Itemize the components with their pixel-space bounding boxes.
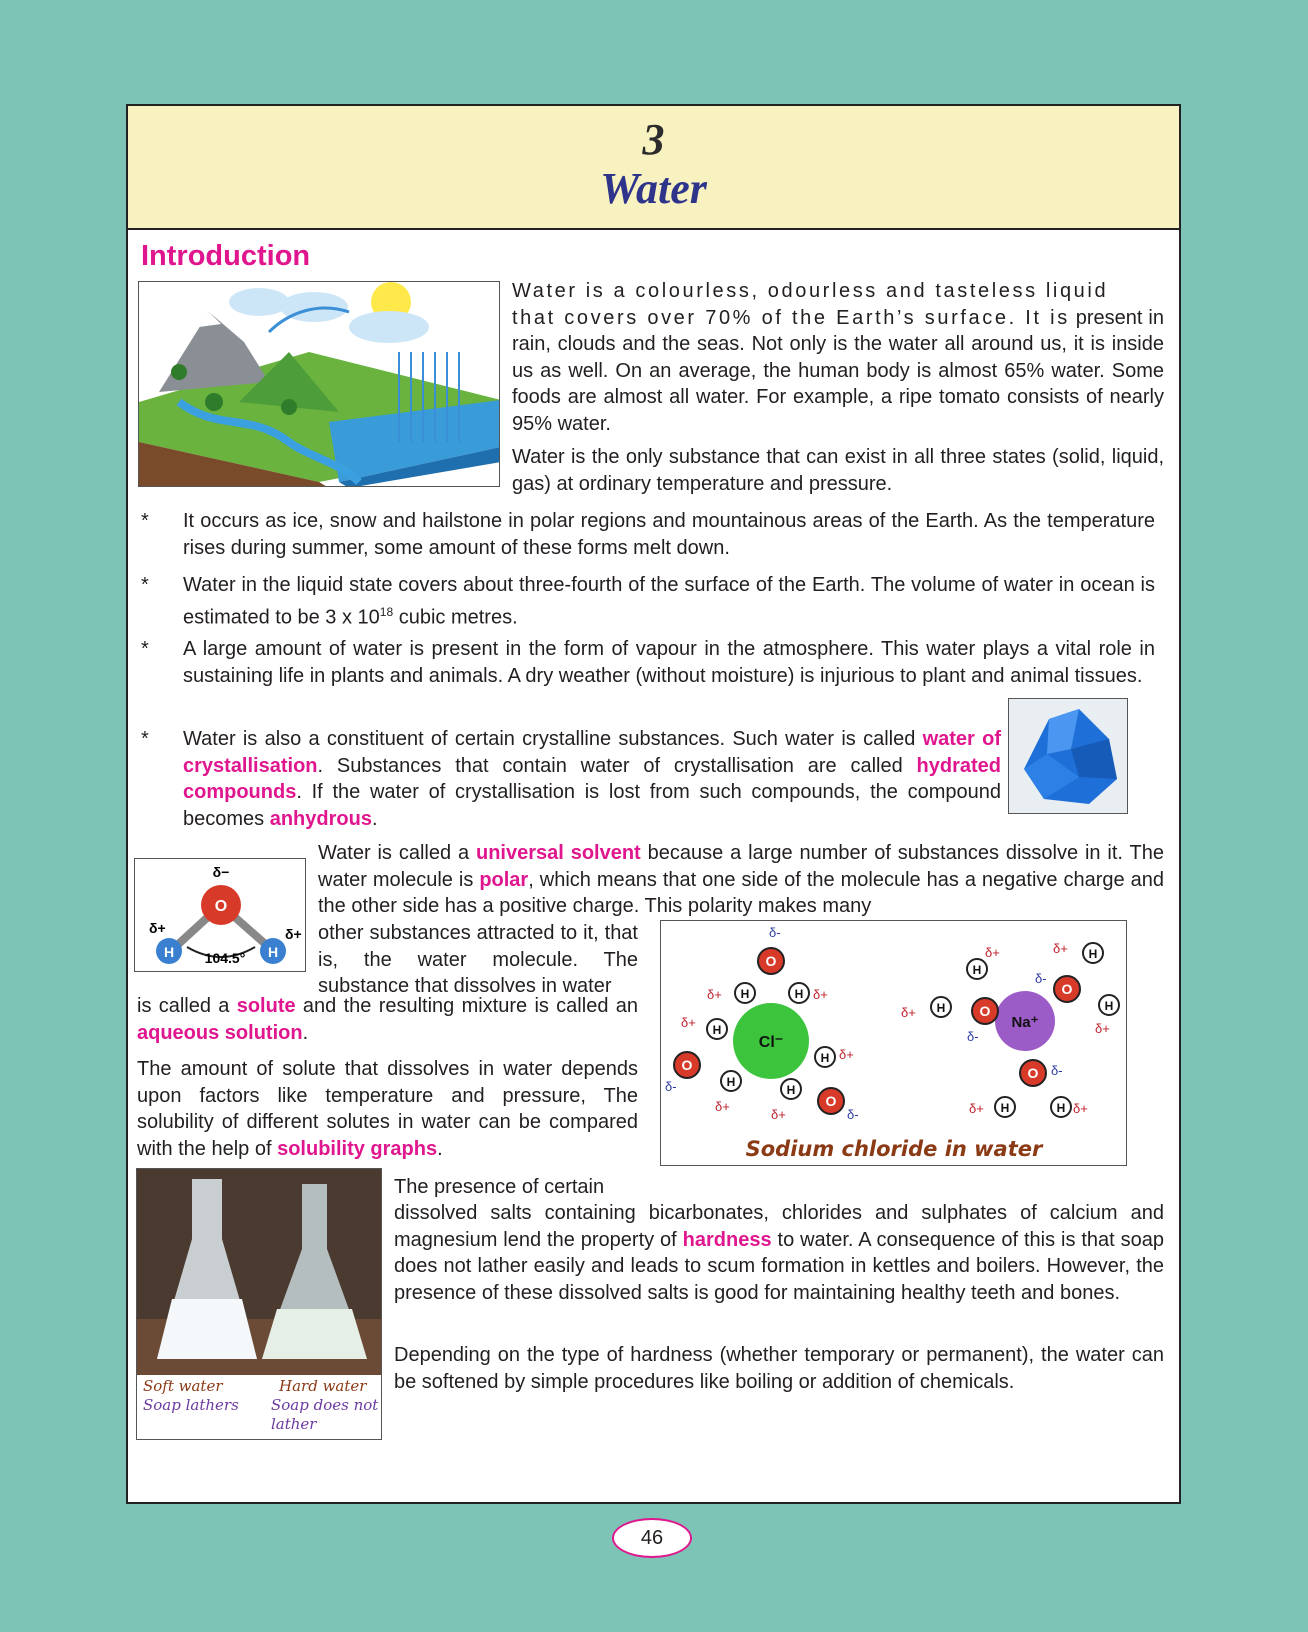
crystal-figure [1008,698,1128,814]
delta-minus-label: δ− [212,864,230,880]
nacl-caption: Sodium chloride in water [745,1137,1043,1161]
hydrogen-label: H [740,987,750,1001]
intro-paragraph-1: Water is a colourless, odourless and tasteless liquid that covers over 70% of the Earth’s surface. It is present in rain, clouds and the seas. Not only is the water all around us, it is inside us as well. On an average, the human body is almost 65% water. Some foods are almost all water. For example, a ripe tomato consists of nearly 95% water. [512,280,1164,435]
hydrogen-label: H [786,1083,796,1097]
hydrogen-label: H [936,1001,946,1015]
delta-plus-label: δ+ [813,987,828,1002]
oxygen-label: O [765,953,777,969]
hydrogen-label: H [1056,1101,1066,1115]
delta-plus-label: δ+ [969,1101,984,1116]
delta-plus-label: δ+ [985,945,1000,960]
solvent-paragraph-bottom: is called a solute and the resulting mixture is called an aqueous solution. [137,995,638,1044]
delta-plus-label: δ+ [715,1099,730,1114]
delta-plus-label: δ+ [149,920,166,936]
hydrogen-label: H [794,987,804,1001]
sodium-ion-label: Na⁺ [1011,1014,1039,1031]
water-cycle-illustration [139,282,500,487]
solubility-paragraph: The amount of solute that dissolves in water depends upon factors like temperature and pressure, The solubility of different solutes in water can be compared with the help of solubility graphs. [137,1058,638,1160]
hydrogen-label: H [267,944,279,960]
delta-minus-label: δ- [1051,1063,1063,1078]
page-number: 46 [612,1518,692,1558]
delta-minus-label: δ- [665,1079,677,1094]
bullet-vapour: A large amount of water is present in the form of vapour in the atmosphere. This water plays a vital role in sustaining life in plants and animals. A dry weather (without moisture) is injurious to plant and animal tissues. [183,638,1155,687]
copper-sulphate-crystal [1009,699,1128,814]
hydrogen-label: H [820,1051,830,1065]
hard-water-caption: Hard water Soap does not lather [271,1377,379,1433]
water-molecule-diagram [135,859,306,972]
hardness-lead: The presence of certain [394,1176,605,1198]
chapter-title: Water [600,164,707,213]
bullet-marker: * [141,510,149,532]
bullet-crystallisation: Water is also a constituent of certain crystalline substances. Such water is called water of crystallisation. Substances that contain water of crystallisation are called hydrated compounds. If the water of crystallisation is lost from such compounds, the compound becomes anhydrous. [183,728,1001,830]
hard-soft-water-photo [137,1169,382,1375]
bullet-marker: * [141,638,149,660]
delta-plus-label: δ+ [771,1107,786,1122]
delta-minus-label: δ- [967,1029,979,1044]
sodium-chloride-figure [660,920,1127,1166]
water-cycle-figure [138,281,500,487]
intro-paragraph-2: Water is the only substance that can exist in all three states (solid, liquid, gas) at ordinary temperature and pressure. [512,446,1164,495]
section-heading: Introduction [141,240,311,272]
water-molecule-figure [134,858,306,972]
chloride-ion-label: Cl⁻ [758,1034,784,1051]
bullet-liquid: Water in the liquid state covers about three-fourth of the surface of the Earth. The volume of water in ocean is estimated to be 3 x $10^{18}$ cubic metres. [183,574,1155,629]
bond-angle-label: 104.5° [204,950,246,966]
hydrogen-label: H [1000,1101,1010,1115]
oxygen-label: O [1061,981,1073,997]
hydrogen-label: H [1088,947,1098,961]
softening-paragraph: Depending on the type of hardness (whether temporary or permanent), the water can be softened by simple procedures like boiling or addition of chemicals. [394,1344,1164,1393]
delta-plus-label: δ+ [1095,1021,1110,1036]
chapter-number: 3 [642,115,665,164]
soft-water-caption: Soft water Soap lathers [143,1377,239,1414]
delta-plus-label: δ+ [1073,1101,1088,1116]
delta-plus-label: δ+ [1053,941,1068,956]
delta-plus-label: δ+ [839,1047,854,1062]
hardness-paragraph: dissolved salts containing bicarbonates, chlorides and sulphates of calcium and magnesium lend the property of hardness to water. A consequence of this is that soap does not lather easily and leads to scum formation in kettles and boilers. However, the presence of these dissolved salts is good for maintaining healthy teeth and bones. [394,1202,1165,1304]
flask-figure [136,1168,382,1440]
solvent-paragraph-mid: other substances attracted to it, that is, the water molecule. The substance that dissolves in water [318,922,638,997]
chapter-banner [128,106,1179,230]
oxygen-label: O [681,1057,693,1073]
solvent-paragraph-top: Water is called a universal solvent because a large number of substances dissolve in it. The water molecule is polar, which means that one side of the molecule has a negative charge and the other side has a positive charge. This polarity makes many [318,842,1165,917]
sodium-chloride-diagram [661,921,1127,1166]
hydrogen-label: H [972,963,982,977]
delta-minus-label: δ- [847,1107,859,1122]
delta-plus-label: δ+ [681,1015,696,1030]
oxygen-label: O [214,898,228,915]
oxygen-label: O [1027,1065,1039,1081]
hydrogen-label: H [1104,999,1114,1013]
delta-plus-label: δ+ [285,926,302,942]
hydrogen-label: H [726,1075,736,1089]
oxygen-label: O [979,1003,991,1019]
bullet-marker: * [141,728,149,750]
delta-plus-label: δ+ [901,1005,916,1020]
delta-minus-label: δ- [1035,971,1047,986]
oxygen-label: O [825,1093,837,1109]
bullet-ice: It occurs as ice, snow and hailstone in polar regions and mountainous areas of the Earth. As the temperature rises during summer, some amount of these forms melt down. [183,510,1155,559]
hydrogen-label: H [712,1023,722,1037]
bullet-marker: * [141,574,149,596]
hydrogen-label: H [163,944,175,960]
delta-minus-label: δ- [769,925,781,940]
delta-plus-label: δ+ [707,987,722,1002]
textbook-page [126,104,1181,1504]
